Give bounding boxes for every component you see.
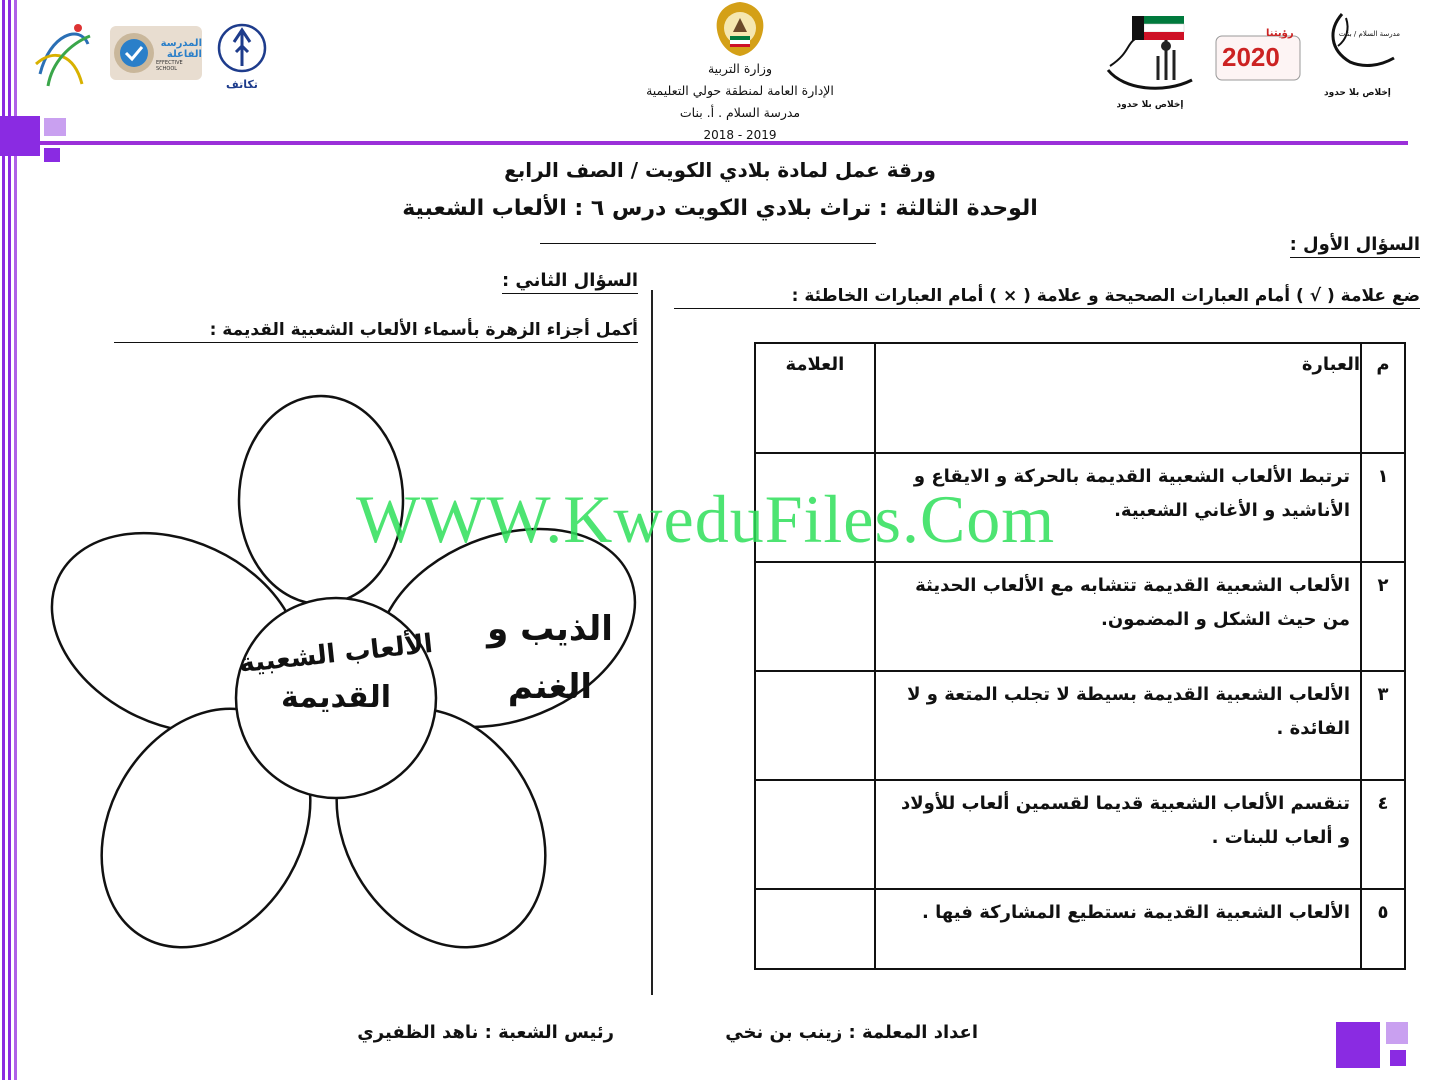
- row-statement: الألعاب الشعبية القديمة تتشابه مع الألعاب الحديثة من حيث الشكل و المضمون.: [875, 562, 1361, 671]
- school-logo-caption: مدرسة السلام / بنات: [1338, 30, 1400, 38]
- petal-answer-line1: الذيب و: [487, 609, 613, 649]
- row-number: ٥: [1361, 889, 1405, 969]
- header-mark: العلامة: [755, 343, 875, 453]
- ministry-name: وزارة التربية: [707, 61, 772, 76]
- school-name: مدرسة السلام . أ. بنات: [679, 105, 801, 120]
- header-num: م: [1361, 343, 1405, 453]
- answer-cell[interactable]: [755, 562, 875, 671]
- table-row: [755, 671, 1405, 780]
- corner-square: [0, 116, 40, 156]
- effective-school-label: المدرسة الفاعلة: [160, 38, 202, 60]
- question1-heading: السؤال الأول :: [1290, 234, 1420, 258]
- ministry-header: [610, 0, 870, 146]
- table-row: [755, 562, 1405, 671]
- row-number: ١: [1361, 453, 1405, 562]
- school-year: 2018 - 2019: [703, 128, 777, 142]
- swirl-logo: [30, 14, 96, 94]
- lesson-title: الوحدة الثالثة : تراث بلادي الكويت درس ٦ : الألعاب الشعبية: [402, 196, 1038, 221]
- corner-square: [1386, 1022, 1408, 1044]
- row-number: ٣: [1361, 671, 1405, 780]
- department-logo: [1104, 10, 1196, 114]
- table-row: [755, 780, 1405, 889]
- table-header-row: [755, 343, 1405, 453]
- vision-caption: رؤيتنا: [1266, 28, 1294, 39]
- directorate-name: الإدارة العامة لمنطقة حولي التعليمية: [646, 83, 834, 98]
- corner-square: [44, 118, 66, 136]
- row-statement: الألعاب الشعبية القديمة بسيطة لا تجلب المتعة و لا الفائدة .: [875, 671, 1361, 780]
- corner-square: [1336, 1022, 1380, 1068]
- question2-heading: السؤال الثاني :: [502, 270, 638, 294]
- school-logo: [1320, 8, 1400, 104]
- table-row: [755, 889, 1405, 969]
- row-number: ٤: [1361, 780, 1405, 889]
- left-decorative-strip: [0, 0, 22, 1080]
- petal-answer[interactable]: [470, 600, 630, 716]
- true-false-table: [754, 342, 1406, 970]
- vision-year: 2020: [1222, 42, 1280, 72]
- answer-cell[interactable]: [755, 780, 875, 889]
- takatof-logo: [214, 22, 270, 94]
- row-statement: ترتبط الألعاب الشعبية القديمة بالحركة و الايقاع و الأناشيد و الأغاني الشعبية.: [875, 453, 1361, 562]
- footer-teacher: اعداد المعلمة : زينب بن نخي: [725, 1022, 978, 1043]
- worksheet-title: ورقة عمل لمادة بلادي الكويت / الصف الرابع: [504, 158, 936, 182]
- corner-square: [44, 148, 60, 162]
- takatof-label: تكاتف: [226, 78, 258, 91]
- school-logo-slogan: إخلاص بلا حدود: [1324, 88, 1391, 98]
- kuwait-emblem-icon: [713, 0, 767, 58]
- row-statement: الألعاب الشعبية القديمة نستطيع المشاركة فيها .: [875, 889, 1361, 969]
- watermark-text: WWW.KweduFiles.Com: [356, 481, 1056, 557]
- row-statement: تنقسم الألعاب الشعبية قديما لقسمين ألعاب للأولاد و ألعاب للبنات .: [875, 780, 1361, 889]
- flower-center-line1: الألعاب الشعبية: [237, 628, 435, 680]
- title-underline: [540, 243, 876, 244]
- petal-answer-line2: الغنم: [507, 667, 593, 707]
- header-statement: العبارة: [875, 343, 1361, 453]
- answer-cell[interactable]: [755, 889, 875, 969]
- flower-center-line2: القديمة: [280, 680, 392, 715]
- footer-head: رئيس الشعبة : ناهد الظفيري: [357, 1022, 614, 1043]
- vision-2020-logo: [1214, 28, 1302, 84]
- question1-instruction: ضع علامة ( √ ) أمام العبارات الصحيحة و علامة ( × ) أمام العبارات الخاطئة :: [674, 286, 1420, 309]
- answer-cell[interactable]: [755, 671, 875, 780]
- effective-school-label-en: EFFECTIVE SCHOOL: [156, 60, 183, 72]
- flower-center-text: [236, 628, 436, 724]
- question2-instruction: أكمل أجزاء الزهرة بأسماء الألعاب الشعبية القديمة :: [114, 320, 638, 343]
- effective-school-logo: [110, 24, 202, 82]
- department-logo-caption: إخلاص بلا حدود: [1116, 100, 1184, 110]
- row-number: ٢: [1361, 562, 1405, 671]
- corner-square: [1390, 1050, 1406, 1066]
